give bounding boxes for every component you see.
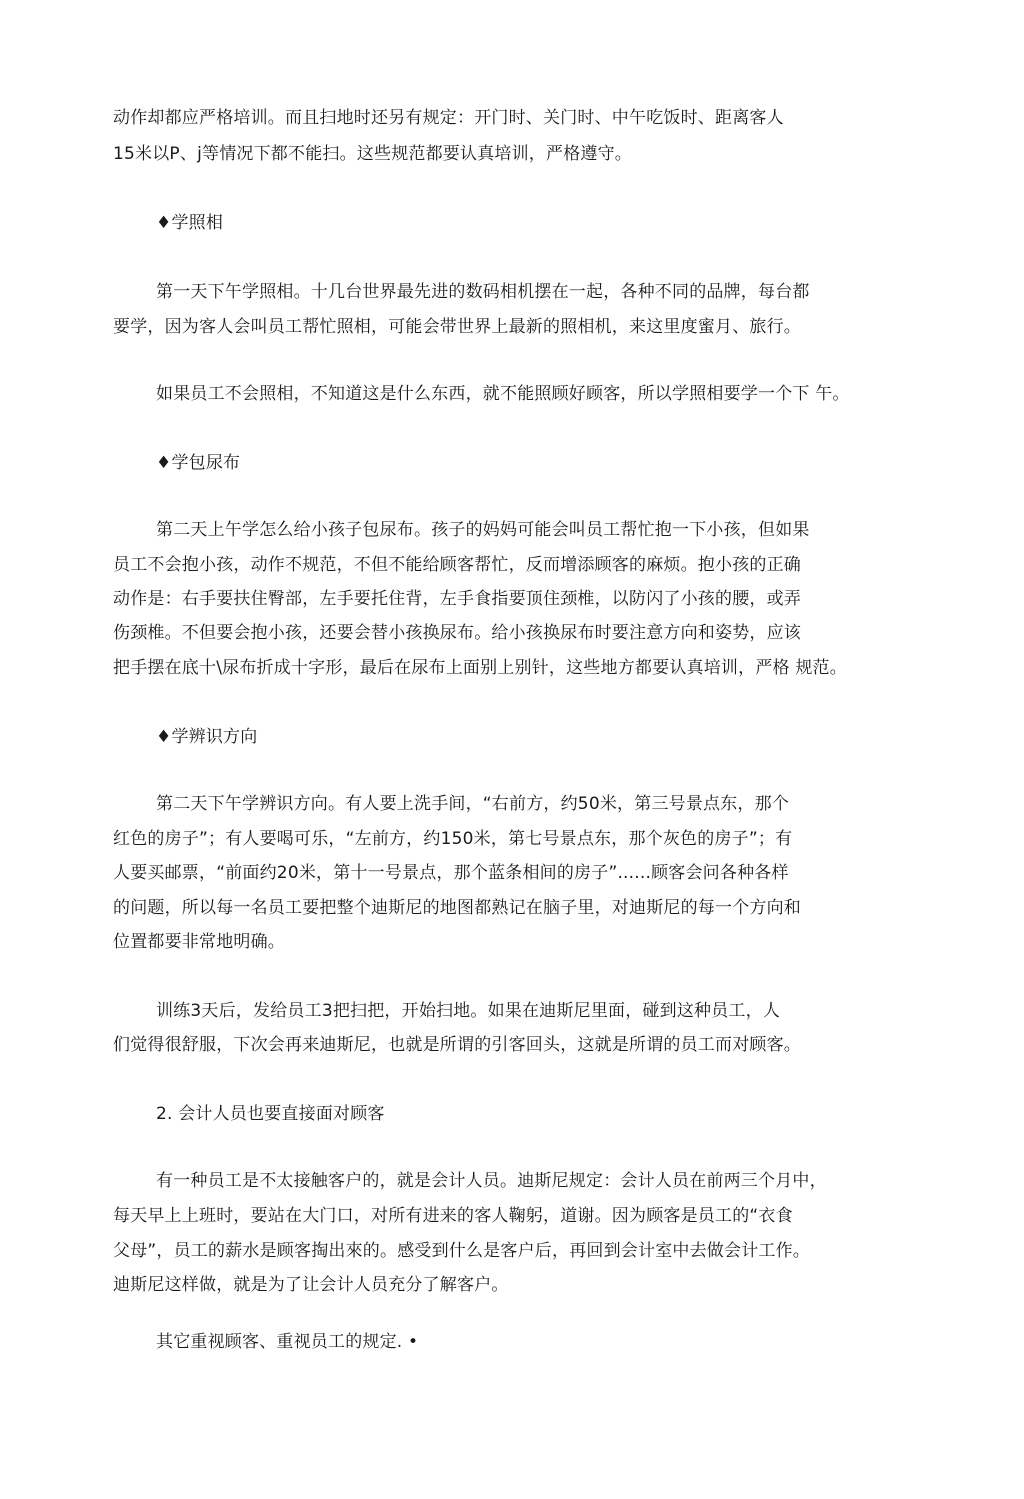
paragraph-line: 第一天下午学照相。十几台世界最先进的数码相机摆在一起，各种不同的品牌，每台都 bbox=[156, 282, 810, 302]
section-heading-accounting: 2. 会计人员也要直接面对顾客 bbox=[156, 1104, 385, 1124]
paragraph-line: 们觉得很舒服，下次会再来迪斯尼，也就是所谓的引客回头，这就是所谓的员工而对顾客。 bbox=[113, 1035, 801, 1055]
paragraph-line: 父母”，员工的薪水是顾客掏出來的。感受到什么是客户后，再回到会计室中去做会计工作。 bbox=[113, 1241, 811, 1261]
paragraph-line: 有一种员工是不太接触客户的，就是会计人员。迪斯尼规定：会计人员在前两三个月中， bbox=[156, 1171, 827, 1191]
paragraph-line: 位置都要非常地明确。 bbox=[113, 932, 285, 952]
paragraph-line: 迪斯尼这样做，就是为了让会计人员充分了解客户。 bbox=[113, 1275, 509, 1295]
paragraph-line: 员工不会抱小孩，动作不规范，不但不能给顾客帮忙，反而增添顾客的麻烦。抱小孩的正确 bbox=[113, 555, 801, 575]
paragraph-line: 动作是：右手要扶住臀部，左手要托住背，左手食指要顶住颈椎，以防闪了小孩的腰，或弄 bbox=[113, 589, 801, 609]
paragraph-line: 每天早上上班时，要站在大门口，对所有进来的客人鞠躬，道谢。因为顾客是员工的“衣食 bbox=[113, 1206, 793, 1226]
paragraph-line: 15米以P、j等情况下都不能扫。这些规范都要认真培训，严格遵守。 bbox=[113, 144, 633, 164]
paragraph-line: 要学，因为客人会叫员工帮忙照相，可能会带世界上最新的照相机，来这里度蜜月、旅行。 bbox=[113, 317, 801, 337]
paragraph-line: 动作却都应严格培训。而且扫地时还另有规定：开门时、关门时、中午吃饭时、距离客人 bbox=[113, 108, 784, 128]
section-heading-direction: ♦学辨识方向 bbox=[156, 727, 258, 747]
paragraph-line: 第二天下午学辨识方向。有人要上洗手间，“右前方，约50米，第三号景点东，那个 bbox=[156, 794, 790, 814]
paragraph-line: 其它重视顾客、重视员工的规定. • bbox=[156, 1332, 419, 1352]
paragraph-line: 如果员工不会照相，不知道这是什么东西，就不能照顾好顾客，所以学照相要学一个下 午。 bbox=[156, 384, 850, 404]
section-heading-diaper: ♦学包尿布 bbox=[156, 453, 241, 473]
paragraph-line: 把手摆在底十\尿布折成十字形，最后在尿布上面别上别针，这些地方都要认真培训，严格 规范。 bbox=[113, 658, 847, 678]
paragraph-line: 红色的房子”；有人要喝可乐，“左前方，约150米，第七号景点东，那个灰色的房子”；有 bbox=[113, 829, 793, 849]
section-heading-photo: ♦学照相 bbox=[156, 213, 224, 233]
paragraph-line: 人要买邮票，“前面约20米，第十一号景点，那个蓝条相间的房子”......顾客会问各种各样 bbox=[113, 863, 789, 883]
paragraph-line: 伤颈椎。不但要会抱小孩，还要会替小孩换尿布。给小孩换尿布时要注意方向和姿势，应该 bbox=[113, 623, 801, 643]
paragraph-line: 训练3天后，发给员工3把扫把，开始扫地。如果在迪斯尼里面，碰到这种员工，人 bbox=[156, 1001, 781, 1021]
paragraph-line: 的问题，所以每一名员工要把整个迪斯尼的地图都熟记在脑子里，对迪斯尼的每一个方向和 bbox=[113, 898, 801, 918]
paragraph-line: 第二天上午学怎么给小孩子包尿布。孩子的妈妈可能会叫员工帮忙抱一下小孩，但如果 bbox=[156, 520, 810, 540]
